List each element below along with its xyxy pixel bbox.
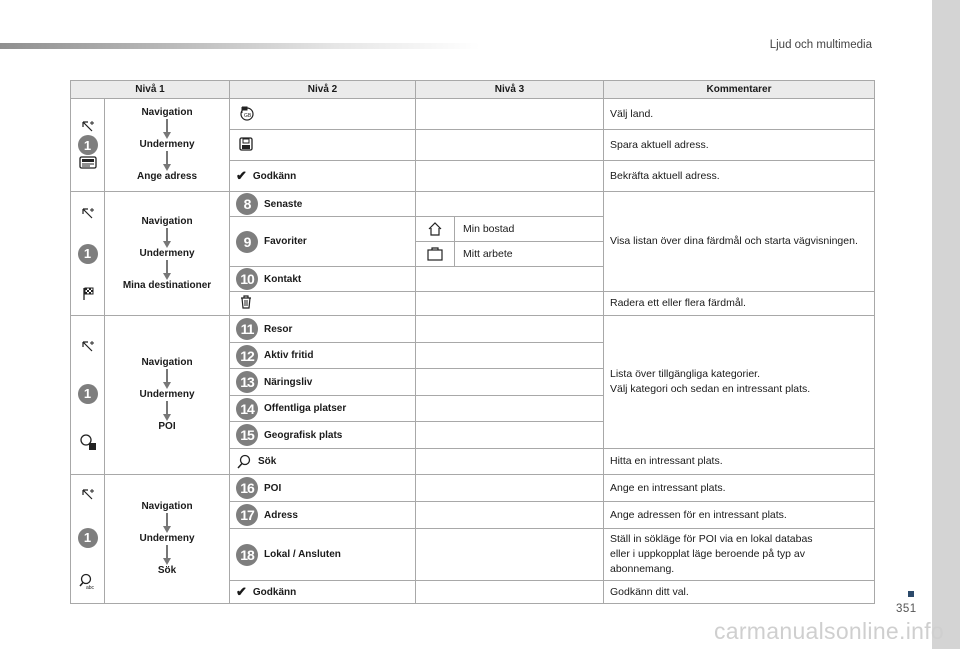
- level2-label: Geografisk plats: [264, 429, 343, 441]
- trash-icon: [238, 294, 254, 310]
- home-icon: [427, 221, 443, 237]
- button-number-badge: 1: [78, 135, 98, 155]
- comment-line: Välj kategori och sedan en intressant plats.: [610, 383, 811, 395]
- path-step: Navigation: [141, 107, 193, 118]
- path-step: Navigation: [141, 215, 193, 227]
- level2-label: Godkänn: [252, 586, 297, 598]
- level3-cell: [416, 475, 604, 502]
- level3-cell: [416, 502, 604, 529]
- comment-cell: Godkänn ditt val.: [604, 581, 875, 604]
- right-margin-bar: [932, 0, 960, 649]
- number-badge: 13: [236, 371, 258, 393]
- down-arrow-icon: [162, 119, 172, 139]
- level2-label: POI: [264, 482, 282, 494]
- level3-cell: [416, 396, 604, 422]
- save-icon: [238, 136, 254, 152]
- level2-label: Kontakt: [264, 273, 302, 285]
- level2-cell: [230, 217, 416, 267]
- path-step: POI: [158, 421, 176, 432]
- path-step: Undermeny: [139, 533, 195, 544]
- level2-label: Adress: [264, 509, 298, 521]
- level1-icons: [71, 192, 105, 316]
- header-level2: Nivå 2: [230, 81, 416, 99]
- level2-cell: [230, 581, 416, 604]
- path-step: Navigation: [141, 357, 193, 368]
- path-step: Sök: [157, 565, 177, 576]
- number-badge: 14: [236, 398, 258, 420]
- level3-cell: [416, 529, 604, 581]
- level3-cell: [416, 449, 604, 475]
- down-arrow-icon: [162, 545, 172, 565]
- down-arrow-icon: [162, 513, 172, 533]
- comment-cell: [604, 316, 875, 449]
- number-badge: 17: [236, 504, 258, 526]
- level2-label: Lokal / Ansluten: [264, 549, 341, 560]
- level2-cell: [230, 316, 416, 343]
- level3-label: Min bostad: [463, 223, 515, 235]
- level2-cell: [230, 475, 416, 502]
- level2-cell: [230, 422, 416, 449]
- number-badge: 8: [236, 193, 258, 215]
- level2-cell: [230, 130, 416, 161]
- path-step: Undermeny: [139, 247, 195, 259]
- comment-cell: Bekräfta aktuell adress.: [604, 161, 875, 192]
- comment-cell: [604, 529, 875, 581]
- level2-cell: [230, 449, 416, 475]
- comment-cell: Ange en intressant plats.: [604, 475, 875, 502]
- comment-cell: Spara aktuell adress.: [604, 130, 875, 161]
- page-number: 351: [896, 603, 917, 615]
- destinations-flag-icon: [80, 286, 96, 302]
- briefcase-icon: [426, 246, 444, 262]
- level2-cell: [230, 99, 416, 130]
- level2-cell: [230, 292, 416, 316]
- number-badge: 16: [236, 477, 258, 499]
- level3-cell: [416, 422, 604, 449]
- navigation-icon: [80, 339, 96, 355]
- country-flag-icon: [238, 104, 256, 122]
- button-number-badge: 1: [78, 528, 98, 548]
- level2-cell: [230, 529, 416, 581]
- header-level1: Nivå 1: [71, 81, 230, 99]
- level3-cell: [416, 242, 604, 267]
- search-abc-icon: [78, 573, 98, 591]
- comment-line: eller i uppkopplat läge beroende på typ av: [610, 548, 805, 560]
- path-step: Undermeny: [139, 139, 195, 150]
- watermark: carmanualsonline.info: [713, 618, 944, 644]
- level2-cell: [230, 396, 416, 422]
- level1-path: [105, 316, 230, 475]
- level1-path: [105, 99, 230, 192]
- path-step: Navigation: [141, 501, 193, 512]
- poi-icon: [79, 433, 97, 451]
- comment-cell: Välj land.: [604, 99, 875, 130]
- level3-cell: [416, 192, 604, 217]
- level2-label: Aktiv fritid: [264, 350, 314, 361]
- comment-cell: Ange adressen för en intressant plats.: [604, 502, 875, 529]
- level3-cell: [416, 267, 604, 292]
- address-entry-icon: [78, 155, 98, 171]
- navigation-icon: [80, 487, 96, 503]
- path-step: Ange adress: [136, 171, 198, 182]
- navigation-icon: [80, 119, 96, 135]
- down-arrow-icon: [162, 260, 172, 280]
- comment-cell: Visa listan över dina färdmål och starta vägvisningen.: [604, 192, 875, 292]
- menu-table: [70, 80, 875, 604]
- level2-label: Favoriter: [264, 236, 307, 247]
- navigation-icon: [80, 206, 96, 222]
- level2-label: Offentliga platser: [264, 403, 347, 414]
- level1-icons: [71, 99, 105, 192]
- level2-label: Sök: [258, 456, 277, 467]
- level3-cell: [416, 292, 604, 316]
- level3-cell: [416, 217, 604, 242]
- comment-cell: Hitta en intressant plats.: [604, 449, 875, 475]
- comment-line: Ställ in sökläge för POI via en lokal databas: [610, 533, 813, 545]
- down-arrow-icon: [162, 228, 172, 248]
- comment-line: Lista över tillgängliga kategorier.: [610, 368, 761, 380]
- level2-cell: [230, 161, 416, 192]
- number-badge: 18: [236, 544, 258, 566]
- level2-label: Senaste: [264, 198, 303, 210]
- level1-path: [105, 475, 230, 604]
- comment-cell: Radera ett eller flera färdmål.: [604, 292, 875, 316]
- svg-text:abc: abc: [85, 584, 94, 591]
- level2-cell: [230, 502, 416, 529]
- level3-label: Mitt arbete: [463, 248, 513, 260]
- button-number-badge: 1: [78, 384, 98, 404]
- number-badge: 10: [236, 268, 258, 290]
- level1-icons: [71, 316, 105, 475]
- level2-cell: [230, 192, 416, 217]
- page-marker: [908, 591, 914, 597]
- down-arrow-icon: [162, 369, 172, 389]
- level3-cell: [416, 161, 604, 192]
- down-arrow-icon: [162, 151, 172, 171]
- level2-label: Näringsliv: [264, 376, 313, 388]
- top-decoration-bar: [0, 43, 480, 49]
- down-arrow-icon: [162, 401, 172, 421]
- level2-label: Resor: [264, 323, 293, 335]
- level3-cell: [416, 581, 604, 604]
- level1-path: [105, 192, 230, 316]
- header-level3: Nivå 3: [416, 81, 604, 99]
- level3-cell: [416, 316, 604, 343]
- number-badge: 15: [236, 424, 258, 446]
- level2-cell: [230, 343, 416, 369]
- level1-icons: [71, 475, 105, 604]
- svg-text:GB: GB: [244, 112, 252, 119]
- level3-cell: [416, 369, 604, 396]
- level3-cell: [416, 130, 604, 161]
- section-title: Ljud och multimedia: [769, 39, 872, 51]
- level3-cell: [416, 343, 604, 369]
- level2-cell: [230, 267, 416, 292]
- path-step: Mina destinationer: [122, 279, 212, 291]
- path-step: Undermeny: [139, 389, 195, 400]
- comment-line: abonnemang.: [610, 563, 675, 575]
- level3-cell: [416, 99, 604, 130]
- number-badge: 12: [236, 345, 258, 367]
- search-icon: [236, 454, 252, 470]
- checkmark-icon: ✔: [236, 168, 247, 183]
- level2-label: Godkänn: [252, 170, 297, 182]
- header-comments: Kommentarer: [604, 81, 875, 99]
- checkmark-icon: ✔: [236, 584, 247, 599]
- button-number-badge: 1: [78, 244, 98, 264]
- level2-cell: [230, 369, 416, 396]
- number-badge: 11: [236, 318, 258, 340]
- number-badge: 9: [236, 231, 258, 253]
